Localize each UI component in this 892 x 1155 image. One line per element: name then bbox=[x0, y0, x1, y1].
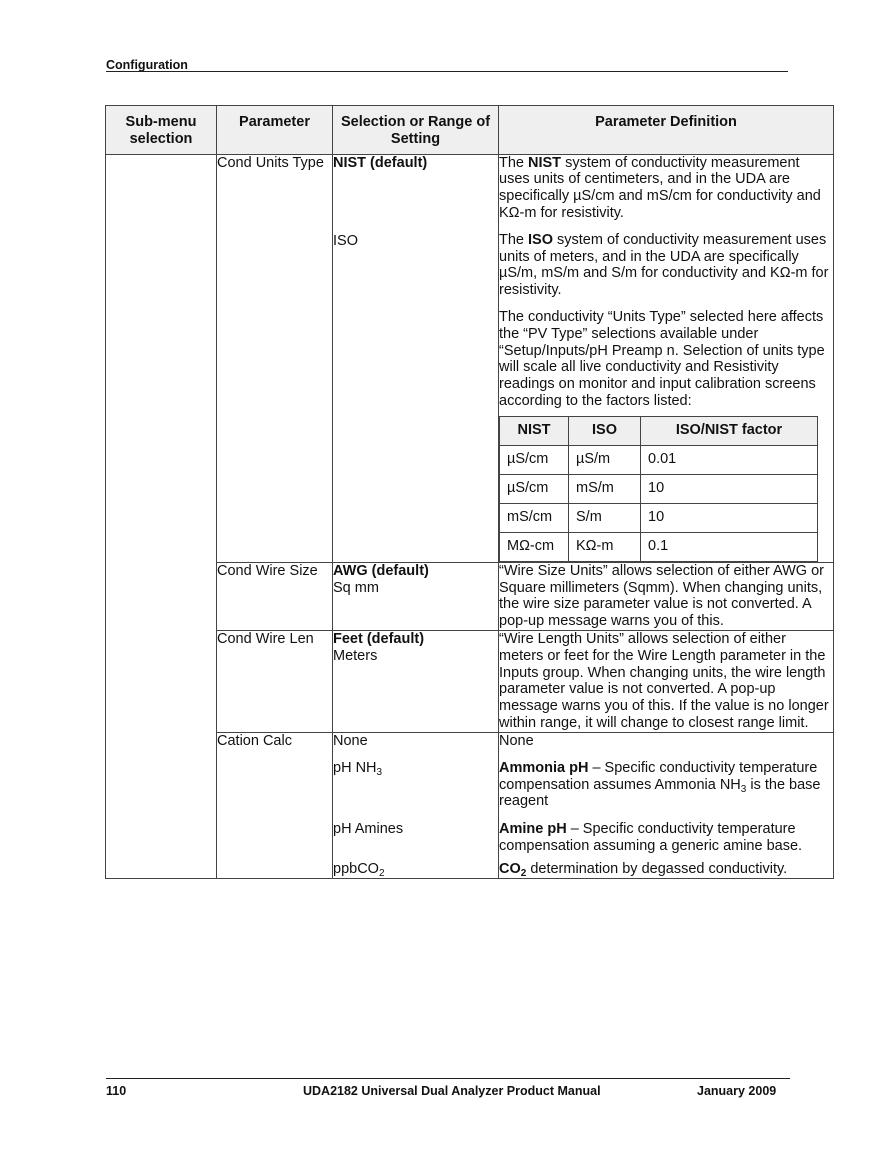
factor-iso: KΩ-m bbox=[569, 532, 641, 561]
definition-amine: Amine pH – Specific conductivity temperature compensation assuming a generic amine base. bbox=[499, 820, 803, 854]
factor-nist: µS/cm bbox=[500, 474, 569, 503]
table-header-row bbox=[106, 106, 834, 155]
option-ph-nh3: pH $NH_3$ bbox=[333, 759, 383, 778]
option-ppbco2: ppbCO$_2$ bbox=[333, 860, 385, 879]
definition-iso: The ISO system of conductivity measurement uses units of meters, and in the UDA are specifically µS/m, mS/m and S/m for conductivity and KΩ-m for resistivity. bbox=[499, 231, 829, 299]
factor-row bbox=[500, 445, 818, 474]
factor-iso: S/m bbox=[569, 503, 641, 532]
factor-iso: mS/m bbox=[569, 474, 641, 503]
definition-none: None bbox=[499, 732, 534, 749]
factor-nist: MΩ-cm bbox=[500, 532, 569, 561]
definition-cell: “Wire Size Units” allows selection of either AWG or Square millimeters (Sqmm). When changing units, the wire size parameter value is not converted. A pop-up message warns you of this. bbox=[499, 562, 834, 630]
option-nist: NIST (default) bbox=[333, 154, 428, 171]
factor-value: 10 bbox=[641, 474, 818, 503]
definition-ammonia: Ammonia pH – Specific conductivity temperature compensation assumes Ammonia $NH_3$ is the base reagent bbox=[499, 759, 821, 810]
page-header-title: Configuration bbox=[106, 58, 188, 72]
parameter-cell: Cond Units Type bbox=[217, 154, 333, 562]
parameter-table bbox=[105, 105, 834, 879]
column-header-selection: Selection or Range of Setting bbox=[333, 106, 499, 155]
factor-value: 10 bbox=[641, 503, 818, 532]
factor-header-row bbox=[500, 416, 818, 445]
factor-row bbox=[500, 532, 818, 561]
definition-cell bbox=[499, 732, 834, 878]
column-header-submenu: Sub-menu selection bbox=[106, 106, 217, 155]
factor-nist: mS/cm bbox=[500, 503, 569, 532]
submenu-cell bbox=[106, 154, 217, 878]
factor-iso: µS/m bbox=[569, 445, 641, 474]
parameter-cell: Cond Wire Len bbox=[217, 630, 333, 732]
option-other: Meters bbox=[333, 647, 378, 664]
manual-title: UDA2182 Universal Dual Analyzer Product Manual bbox=[303, 1084, 601, 1098]
unit-factor-table bbox=[499, 416, 818, 562]
definition-nist: The NIST system of conductivity measurement uses units of centimeters, and in the UDA are specifically µS/cm and mS/cm for conductivity and KΩ-m for resistivity. bbox=[499, 154, 821, 221]
option-default: AWG (default) bbox=[333, 562, 429, 579]
column-header-definition: Parameter Definition bbox=[499, 106, 834, 155]
option-iso: ISO bbox=[333, 232, 358, 249]
selection-cell bbox=[333, 154, 499, 562]
factor-nist: µS/cm bbox=[500, 445, 569, 474]
definition-co2: $CO_2$ determination by degassed conductivity. bbox=[499, 860, 788, 879]
factor-row bbox=[500, 474, 818, 503]
units-type-note: The conductivity “Units Type” selected here affects the “PV Type” selections available under “Setup/Inputs/pH Preamp n. Selection of units type will scale all live conductivity and Resistivity readings on monitor and input calibration screens according to the factors listed: bbox=[499, 308, 825, 409]
definition-cell bbox=[499, 154, 834, 562]
factor-header-nist: NIST bbox=[500, 416, 569, 445]
selection-cell bbox=[333, 732, 499, 878]
footer-divider bbox=[106, 1078, 790, 1079]
selection-cell bbox=[333, 630, 499, 732]
column-header-parameter: Parameter bbox=[217, 106, 333, 155]
publication-date: January 2009 bbox=[697, 1084, 777, 1098]
page-number: 110 bbox=[106, 1084, 127, 1098]
parameter-cell: Cation Calc bbox=[217, 732, 333, 878]
factor-header-factor: ISO/NIST factor bbox=[641, 416, 818, 445]
factor-header-iso: ISO bbox=[569, 416, 641, 445]
factor-value: 0.1 bbox=[641, 532, 818, 561]
definition-cell: “Wire Length Units” allows selection of either meters or feet for the Wire Length parameter in the Inputs group. When changing units, the wire length parameter value is not converted. A pop-up message warns you of this. If the value is no longer within range, it will change to closest range limit. bbox=[499, 630, 834, 732]
factor-row bbox=[500, 503, 818, 532]
option-other: Sq mm bbox=[333, 579, 379, 596]
option-ph-amines: pH Amines bbox=[333, 820, 404, 837]
table-row bbox=[106, 154, 834, 562]
parameter-cell: Cond Wire Size bbox=[217, 562, 333, 630]
option-none: None bbox=[333, 732, 368, 749]
factor-value: 0.01 bbox=[641, 445, 818, 474]
selection-cell bbox=[333, 562, 499, 630]
option-default: Feet (default) bbox=[333, 630, 425, 647]
header-divider bbox=[106, 71, 788, 72]
